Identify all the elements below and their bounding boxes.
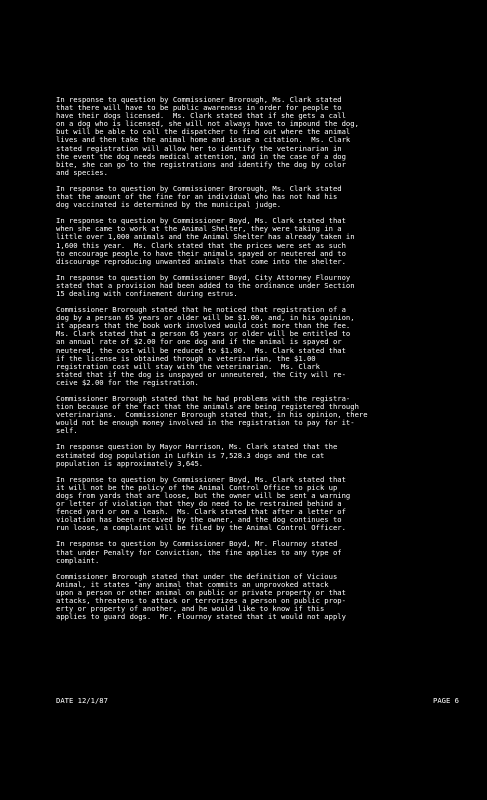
minutes-body <box>56 96 474 629</box>
paragraph-shelter-intake: In response to question by Commissioner Boyd, Ms. Clark stated that when she came to work at the Animal Shelter, they were taking in a little over 1,000 animals and the Animal Shelter has already taken in 1,600 this year. Ms. Clark stated that the prices were set as such to encourage people to have their animals spayed or neutered and to discourage reproducing unwanted animals that come into the shelter. <box>56 216 355 266</box>
paragraph-population: In response question by Mayor Harrison, Ms. Clark stated that the estimated dog population in Lufkin is 7,528.3 dogs and the cat population is approximately 3,645. <box>56 442 338 468</box>
paragraph-fine-amount: In response to question by Commissioner Brorough, Ms. Clark stated that the amount of the fine for an individual who has not had his dog vaccinated is determined by the municipal judge. <box>56 183 342 210</box>
footer-page-number: PAGE 6 <box>433 696 459 705</box>
page-footer <box>56 697 459 729</box>
footer-date: DATE 12/1/87 <box>56 696 108 705</box>
paragraph-penalty: In response to question by Commissioner Boyd, Mr. Flournoy stated that under Penalty for Conviction, the fine applies to any type of complaint. <box>56 539 342 565</box>
paragraph-loose-dogs: In response to question by Commissioner Boyd, Ms. Clark stated that it will not be the policy of the Animal Control Office to pick up dogs from yards that are loose, but the owner will be sent a warning or letter of violation that they do need to be restrained behind a fenced yard or on a leash. Ms. Clark stated that after a letter of violation has been received by the owner, and the dog continues to run loose, a complaint will be filed by the Animal Control Officer. <box>56 474 351 533</box>
paragraph-registration-awareness: In response to question by Commissioner Brorough, Ms. Clark stated that there will have to be public awareness in order for people to have their dogs licensed. Ms. Clark stated that if she gets a call on a dog who is licensed, she will not always have to impound the dog, but will be able to call the dispatcher to find out where the animal lives and then take the animal home and issue a citation. Ms. Clark stated registration will allow her to identify the veterinarian in the event the dog needs medical attention, and in the case of a dog bite, she can go to the registrations and identify the dog by color and species. <box>56 95 359 177</box>
paragraph-registration-cost: Commissioner Brorough stated that he had problems with the registra- tion because of the fact that the animals are being registered through veterinarians. Commissioner Brorough stated that, in his opinion, there would not be enough money involved in the registration to pay for it- self. <box>56 394 368 436</box>
paragraph-estrus-confinement: In response to question by Commissioner Boyd, City Attorney Flournoy stated that a provision had been added to the ordinance under Section 15 dealing with confinement during estrus. <box>56 272 355 298</box>
paragraph-vicious-animal: Commissioner Brorough stated that under the definition of Vicious Animal, it states "any animal that commits an unprovoked attack upon a person or other animal on public or private property or that attacks, threatens to attack or terrorizes a person on public prop- erty or property of another, and he would like to know if this applies to guard dogs. Mr. Flournoy stated that it would not apply <box>56 571 346 622</box>
paragraph-senior-fee: Commissioner Brorough stated that he noticed that registration of a dog by a person 65 years or older will be $1.00, and, in his opinion, it appears that the book work involved would cost more than the fee. Ms. Clark stated that a person 65 years or older will be entitled to an annual rate of $2.00 for one dog and if the animal is spayed or neutered, the cost will be reduced to $1.00. Ms. Clark stated that if the license is obtained through a veterinarian, the $1.00 registration cost will stay with the veterinarian. Ms. Clark stated that if the dog is unspayed or unneutered, the City will re- ceive $2.00 for the registration. <box>56 305 355 387</box>
